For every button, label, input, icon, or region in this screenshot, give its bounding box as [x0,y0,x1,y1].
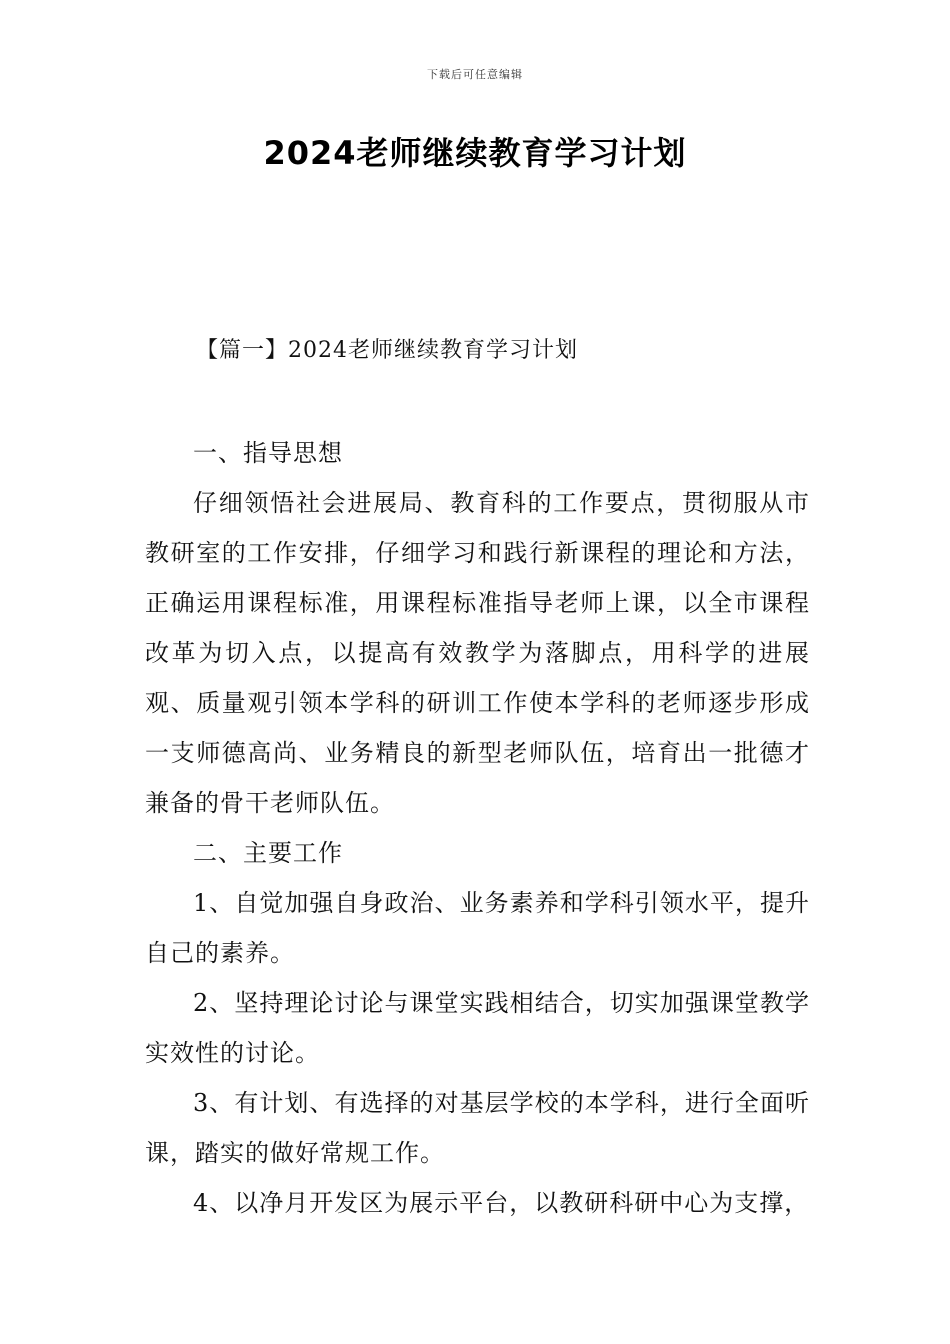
section-title: 【篇一】2024老师继续教育学习计划 [196,338,578,363]
paragraph-item-1: 1、自觉加强自身政治、业务素养和学科引领水平，提升自己的素养。 [145,889,810,967]
header-note: 下载后可任意编辑 [427,68,523,81]
heading-guiding-thought: 一、指导思想 [193,439,343,467]
document-title: 2024老师继续教育学习计划 [263,134,687,172]
paragraph-item-3: 3、有计划、有选择的对基层学校的本学科，进行全面听课，踏实的做好常规工作。 [145,1089,810,1167]
body-text [145,428,810,1228]
paragraph-item-4: 4、以净月开发区为展示平台，以教研科研中心为支撑， [193,1189,810,1217]
paragraph-item-2: 2、坚持理论讨论与课堂实践相结合，切实加强课堂教学实效性的讨论。 [145,989,810,1067]
paragraph-guiding-thought: 仔细领悟社会进展局、教育科的工作要点，贯彻服从市教研室的工作安排，仔细学习和践行新课程的理论和方法，正确运用课程标准，用课程标准指导老师上课，以全市课程改革为切入点，以提高有效教学为落脚点，用科学的进展观、质量观引领本学科的研训工作使本学科的老师逐步形成一支师德高尚、业务精良的新型老师队伍，培育出一批德才兼备的骨干老师队伍。 [145,489,810,817]
heading-main-work: 二、主要工作 [193,839,343,867]
